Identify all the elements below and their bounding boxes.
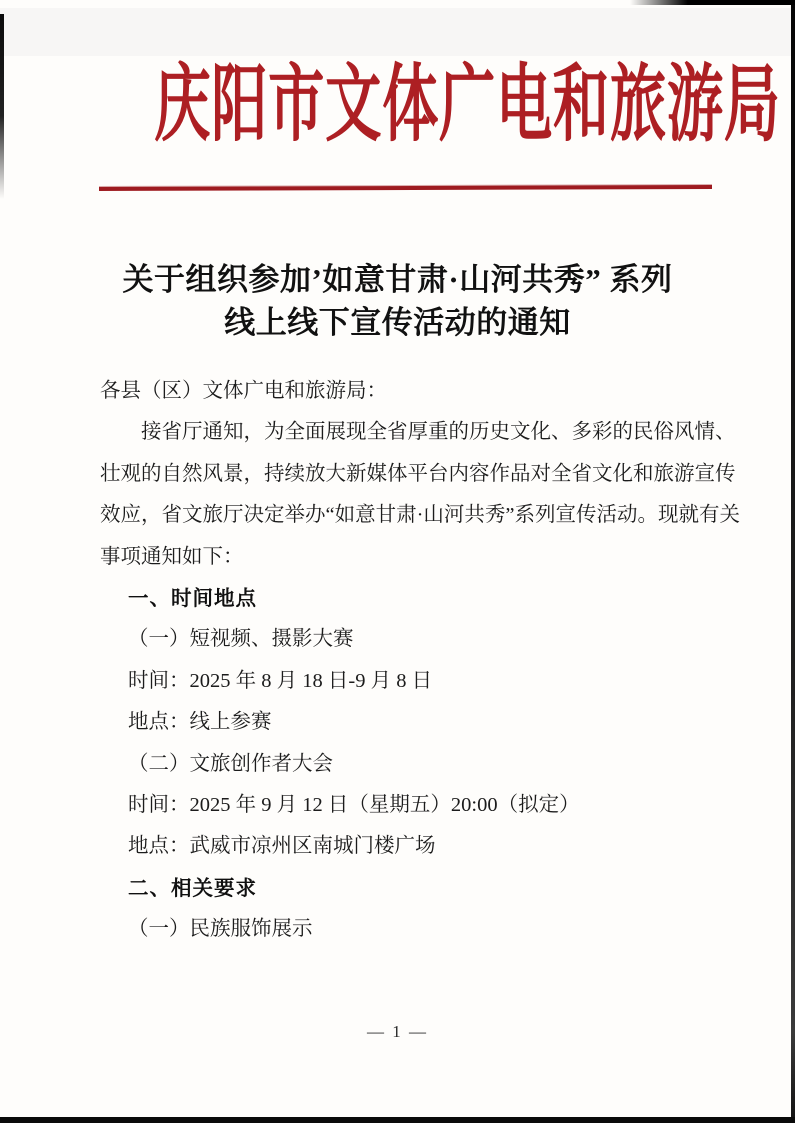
scan-edge-bottom <box>0 1117 795 1123</box>
section1-item2-time: 时间：2025 年 9 月 12 日（星期五）20:00（拟定） <box>128 794 580 817</box>
intro-paragraph-line2: 壮观的自然风景，持续放大新媒体平台内容作品对全省文化和旅游宣传 <box>100 462 736 485</box>
scan-edge-top-right <box>630 0 795 5</box>
section1-item2-place: 地点：武威市凉州区南城门楼广场 <box>128 835 436 858</box>
intro-paragraph-line1: 接省厅通知，为全面展现全省厚重的历史文化、多彩的民俗风情、 <box>141 421 736 444</box>
section2-item1-title: （一）民族服饰展示 <box>128 918 313 941</box>
scan-noise-band <box>0 8 795 56</box>
page-number: — 1 — <box>367 1022 428 1041</box>
section1-item2-title: （二）文旅创作者大会 <box>128 752 333 775</box>
document-title <box>0 258 795 344</box>
section1-item1-title: （一）短视频、摄影大赛 <box>128 628 354 651</box>
intro-paragraph-line4: 事项通知如下： <box>100 545 244 568</box>
salutation: 各县（区）文体广电和旅游局： <box>100 380 387 402</box>
section1-heading: 一、时间地点 <box>128 587 257 611</box>
section2-heading: 二、相关要求 <box>128 876 257 900</box>
letterhead-org-name: 庆阳市文体广电和旅游局 <box>154 59 781 152</box>
intro-paragraph-line3: 效应，省文旅厅决定举办“如意甘肃·山河共秀”系列宣传活动。现就有关 <box>100 504 741 527</box>
document-body <box>100 371 741 951</box>
letterhead-divider-rule <box>99 185 712 191</box>
section1-item1-place: 地点：线上参赛 <box>128 711 272 734</box>
letterhead <box>0 59 795 152</box>
scan-edge-right <box>791 0 795 1123</box>
document-title-line2: 线上线下宣传活动的通知 <box>224 305 571 340</box>
document-title-line1: 关于组织参加’如意甘肃·山河共秀” 系列 <box>122 262 673 297</box>
section1-item1-time: 时间：2025 年 8 月 18 日-9 月 8 日 <box>128 669 433 692</box>
scan-edge-left <box>0 14 4 199</box>
